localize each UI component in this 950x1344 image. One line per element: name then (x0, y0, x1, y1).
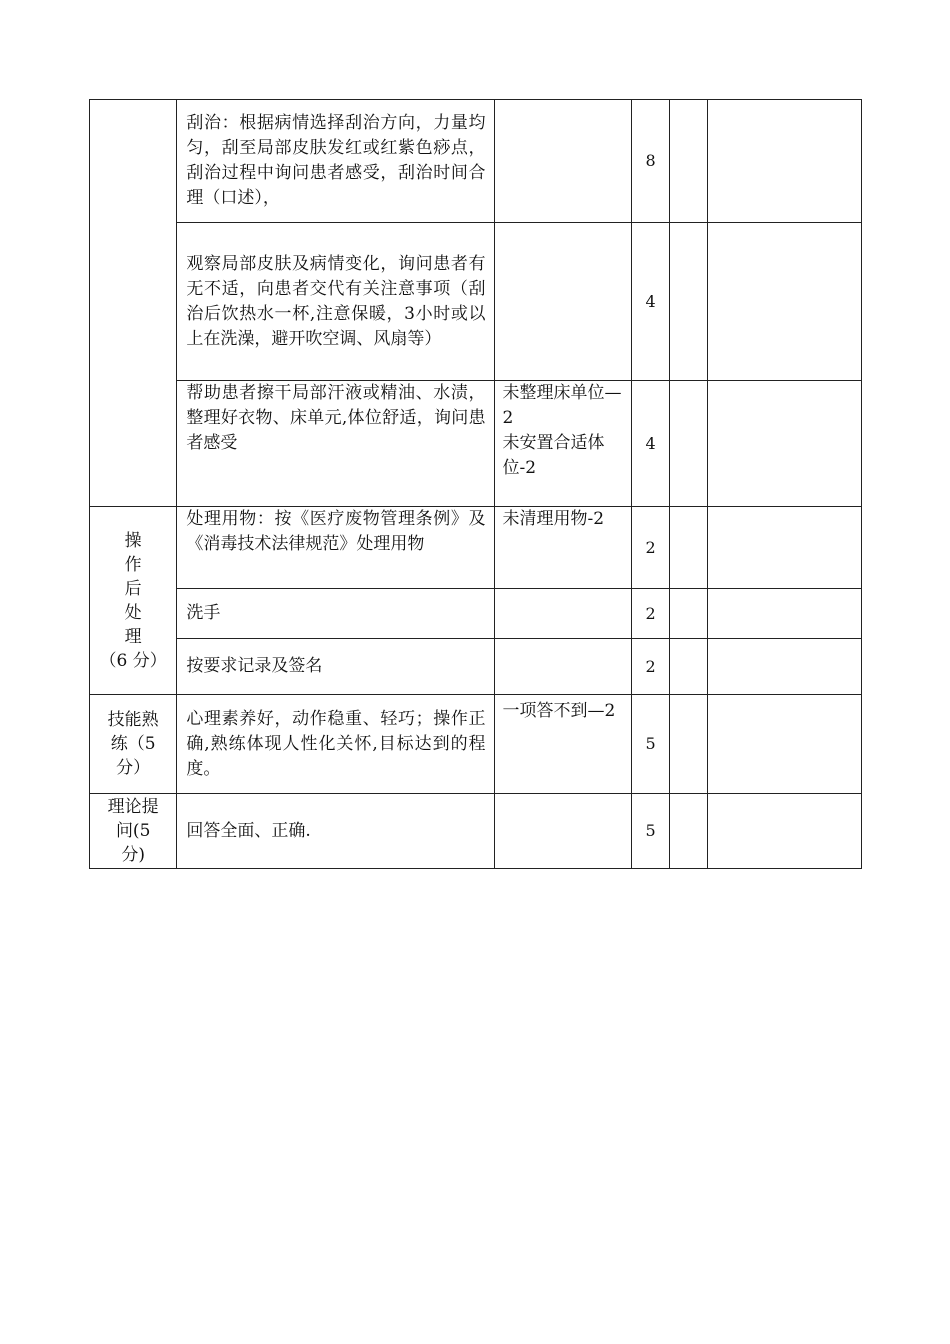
table-row (90, 100, 862, 223)
remarks-cell (708, 223, 862, 381)
points-cell (632, 794, 670, 869)
points-value: 4 (645, 433, 656, 453)
item-cell (177, 223, 494, 381)
score-cell (670, 507, 708, 589)
deduction-cell (494, 100, 632, 223)
item-cell (177, 507, 494, 589)
remarks-cell (708, 381, 862, 507)
category-cell (90, 507, 177, 695)
item-text: 洗手 (186, 603, 221, 623)
deduction-cell (494, 639, 632, 695)
table-row (90, 639, 862, 695)
table-row (90, 507, 862, 589)
remarks-cell (708, 639, 862, 695)
deduction-text: 未整理床单位—2 未安置合适体位-2 (502, 383, 622, 478)
item-cell (177, 695, 494, 794)
points-cell (632, 589, 670, 639)
item-cell (177, 794, 494, 869)
deduction-cell (494, 223, 632, 381)
item-cell (177, 589, 494, 639)
remarks-cell (708, 507, 862, 589)
points-value: 2 (645, 537, 656, 557)
category-cell (90, 695, 177, 794)
item-text: 刮治：根据病情选择刮治方向，力量均匀，刮至局部皮肤发红或红紫色痧点，刮治过程中询问患者感受，刮治时间合理（口述）， (186, 113, 486, 208)
table-row (90, 695, 862, 794)
deduction-text: 一项答不到—2 (502, 701, 616, 721)
points-value: 8 (645, 151, 656, 170)
item-text: 观察局部皮肤及病情变化，询问患者有无不适，向患者交代有关注意事项（刮治后饮热水一杯,注意保暖，3小时或以上在洗澡，避开吹空调、风扇等） (186, 253, 486, 349)
item-text: 心理素养好，动作稳重、轻巧；操作正确,熟练体现人性化关怀,目标达到的程度。 (186, 708, 486, 779)
points-cell (632, 507, 670, 589)
table-row (90, 381, 862, 507)
score-cell (670, 794, 708, 869)
points-cell (632, 100, 670, 223)
category-label: 理论提 问(5 分) (107, 797, 159, 865)
score-cell (670, 639, 708, 695)
deduction-text: 未清理用物-2 (502, 509, 605, 529)
deduction-cell (494, 695, 632, 794)
points-cell (632, 639, 670, 695)
item-text: 帮助患者擦干局部汗液或精油、水渍，整理好衣物、床单元,体位舒适，询问患者感受 (186, 383, 486, 453)
item-cell (177, 639, 494, 695)
deduction-cell (494, 507, 632, 589)
item-cell (177, 381, 494, 507)
points-value: 2 (645, 656, 656, 676)
points-cell (632, 381, 670, 507)
score-cell (670, 100, 708, 223)
score-cell (670, 223, 708, 381)
table-row (90, 589, 862, 639)
deduction-cell (494, 589, 632, 639)
remarks-cell (708, 794, 862, 869)
scoring-table (89, 99, 862, 869)
score-cell (670, 589, 708, 639)
deduction-cell (494, 381, 632, 507)
remarks-cell (708, 589, 862, 639)
points-value: 5 (645, 821, 656, 840)
score-cell (670, 381, 708, 507)
category-label: 技能熟 练（5 分） (107, 710, 159, 778)
points-cell (632, 695, 670, 794)
table-row (90, 794, 862, 869)
item-text: 回答全面、正确. (186, 820, 311, 841)
points-cell (632, 223, 670, 381)
category-cell (90, 794, 177, 869)
remarks-cell (708, 100, 862, 223)
table-row (90, 223, 862, 381)
deduction-cell (494, 794, 632, 869)
points-value: 4 (645, 291, 656, 311)
item-text: 按要求记录及签名 (186, 656, 323, 676)
item-text: 处理用物：按《医疗废物管理条例》及《消毒技术法律规范》处理用物 (186, 509, 486, 554)
remarks-cell (708, 695, 862, 794)
category-cell-empty (90, 100, 177, 507)
item-cell (177, 100, 494, 223)
points-value: 5 (645, 734, 656, 753)
category-label: 操 作 后 处 理 （6 分） (99, 530, 167, 671)
score-cell (670, 695, 708, 794)
points-value: 2 (645, 603, 656, 623)
